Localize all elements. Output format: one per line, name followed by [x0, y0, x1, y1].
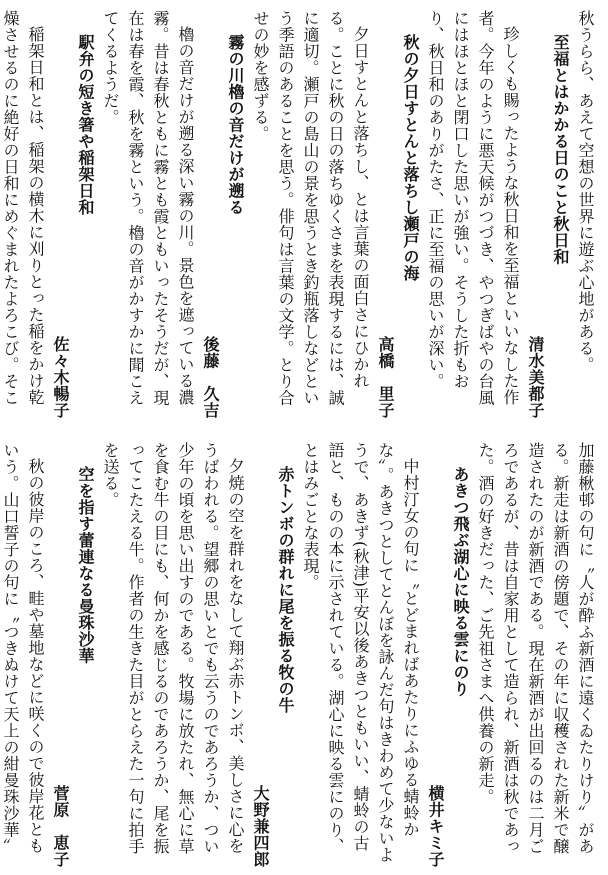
intro-paragraph: 秋うらら、あえて空想の世界に遊ぶ心地がある。 — [576, 10, 595, 373]
haiku-title — [548, 10, 573, 418]
haiku-author: 佐々木暢子 — [51, 335, 70, 418]
haiku-title — [448, 442, 473, 867]
bottom-tier-column-text — [1, 442, 598, 867]
haiku-title-text: 空を指す蕾連なる曼珠沙華 — [76, 466, 95, 664]
commentary-paragraph: 夕焼の空を群れをなして翔ぶ赤トンボ、美しさに心をうばわれる。望郷の思いとでも云うのであろうか、つい少年の頃を思い出すのである。牧場に放たれ、無心に草を食む牛の目にも、何かを感じるのであろうか、尾を振ってこたえる牛。作者の生きた目がとらえた一句に拍手を送る。 — [101, 442, 245, 855]
haiku-author: 菅原 恵子 — [51, 784, 70, 867]
haiku-author: 横井キミ子 — [426, 784, 445, 867]
haiku-author: 清水美都子 — [526, 335, 545, 418]
commentary-paragraph: 櫓の音だけが遡る深い霧の川。景色を遮っている濃霧。昔は春秋ともに霧とも霞ともいったそうだが、現在は春を霞、秋を霧という。櫓の音がかすかに聞こえてくるようだ。 — [101, 10, 195, 406]
haiku-title-text: 至福とはかかる日のこと秋日和 — [551, 34, 570, 265]
haiku-title-text: 駅弁の短き箸や稲架日和 — [76, 34, 95, 216]
haiku-author: 大野兼四郎 — [251, 784, 270, 867]
haiku-title-text: 秋の夕日すとんと落ちし瀬戸の海 — [401, 34, 420, 282]
commentary-paragraph: 中村汀女の句に〝とどまればあたりにふゆる蜻蛉かな〟。あきつとしてとんぼを詠んだ句はきわめて少ないようで、あきず(秋津)平安以後あきつともいい、蜻蛉の古語と、ものの本に示されている。湖心に映る雲にのり、とはみごとな表現。 — [301, 442, 420, 863]
commentary-paragraph: 珍しくも賜ったような秋日和を至福といいなした作者。今年のように悪天候がつづき、やつぎばやの台風にはほとほと閉口した思いが強い。そうした折もおり、秋日和のありがたさ、正に至福の思いが深い。 — [426, 10, 520, 406]
haiku-title — [73, 10, 98, 418]
haiku-title-text: 赤トンボの群れに尾を振る牧の牛 — [276, 466, 295, 714]
top-tier-column-text — [1, 10, 598, 418]
haiku-title — [273, 442, 298, 867]
commentary-paragraph: 稲架日和とは、稲架の横木に刈りとった稲をかけ乾燥させるのに絶好の日和にめぐまれたよろこび。そこ — [1, 10, 45, 406]
haiku-title-text: 霧の川櫓の音だけが遡る — [226, 34, 245, 216]
haiku-title-text: あきつ飛ぶ湖心に映る雲にのり — [451, 466, 470, 697]
intro-paragraph: 加藤楸邨の句に〝人が酔ふ新酒に遠くゐたりけり〟がある。新走は新酒の傍題で、その年に収穫された新米で醸造されたのが新酒である。現在新酒が出回るのは二月ごろであるが、昔は自家用として造られ、新酒は秋であった。酒の好きだった、ご先祖さまへ供養の新走。 — [476, 442, 595, 855]
haiku-title — [223, 10, 248, 418]
haiku-title — [398, 10, 423, 418]
haiku-title — [73, 442, 98, 867]
haiku-author: 後藤 久吉 — [201, 335, 220, 418]
commentary-paragraph: 夕日すとんと落ちし、とは言葉の面白さにひかれる。ことに秋の日の落ちゆくさまを表現するには、誠に適切。瀬戸の島山の景を思うとき釣瓶落しなどという季語のあることを思う。俳句は言葉の文学。とり合せの妙を感ずる。 — [251, 10, 370, 406]
commentary-paragraph: 秋の彼岸のころ、畦や墓地などに咲くので彼岸花ともいう。山口誓子の句に〝つきぬけて天上の紺曼珠沙華〟 — [1, 442, 45, 855]
haiku-author: 高橋 里子 — [376, 335, 395, 418]
